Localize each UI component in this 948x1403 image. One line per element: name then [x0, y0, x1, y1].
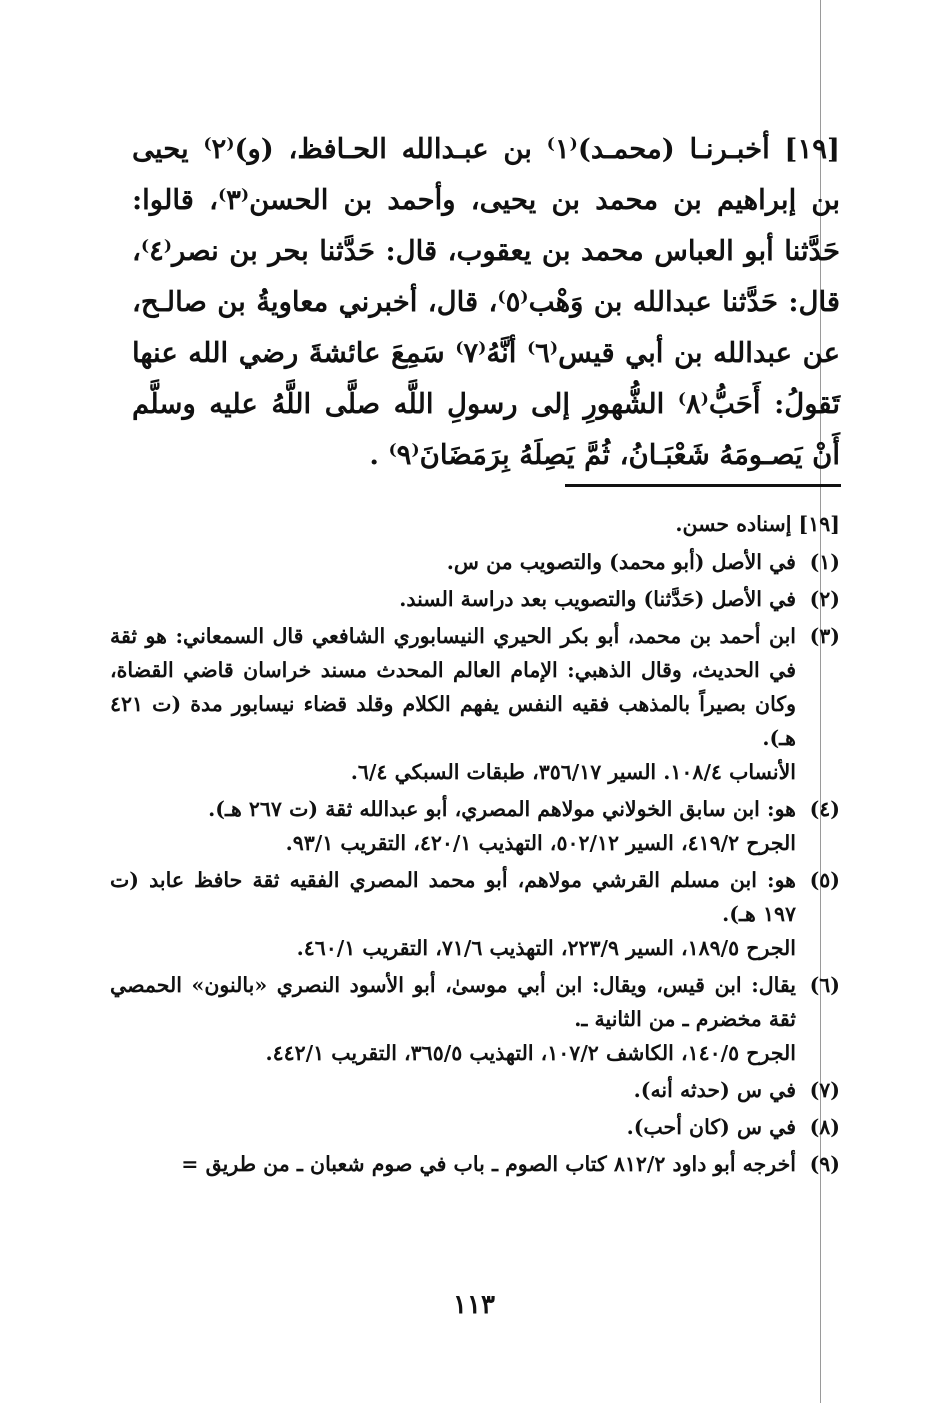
- footnote-number: (٤): [809, 797, 840, 821]
- footnote-number: (٢): [809, 587, 840, 611]
- footnote-line: في س (حدثه أنه).: [633, 1078, 796, 1102]
- footnote-number: (٣): [809, 624, 840, 648]
- footnote-body: [110, 792, 796, 860]
- footnote-9: [110, 1147, 840, 1181]
- footnote-number: (٨): [809, 1115, 840, 1139]
- footnote-line: في الأصل (حَدَّثنا) والتصويب بعد دراسة السند.: [399, 587, 796, 611]
- footnote-1: [110, 545, 840, 579]
- footnote-body: [110, 582, 796, 616]
- page-number: ١١٣: [453, 1290, 495, 1320]
- footnote-number: (٥): [809, 868, 840, 892]
- footnote-2: [110, 582, 840, 616]
- footnote-line: الجرح ١٨٩/٥، السير ٢٢٣/٩، التهذيب ٧١/٦، التقريب ٤٦٠/١.: [296, 936, 796, 960]
- footnote-6: [110, 968, 840, 1070]
- footnote-separator: [565, 484, 841, 487]
- footnote-line: الجرح ٤١٩/٢، السير ٥٠٢/١٢، التهذيب ٤٢٠/١، التقريب ٩٣/١.: [285, 831, 796, 855]
- footnote-body: [110, 968, 796, 1070]
- footnote-7: [110, 1073, 840, 1107]
- footnote-body: [110, 619, 796, 789]
- footnote-head: [١٩] إسناده حسن.: [675, 512, 840, 536]
- footnote-body: [110, 1147, 796, 1181]
- footnote-body: [110, 545, 796, 579]
- footnote-number: (٩): [809, 1152, 840, 1176]
- footnote-body: [110, 1110, 796, 1144]
- footnote-number: (٦): [809, 973, 840, 997]
- footnote-line: الأنساب ١٠٨/٤. السير ٣٥٦/١٧، طبقات السبكي ٦/٤.: [350, 760, 796, 784]
- footnote-8: [110, 1110, 840, 1144]
- footnote-line: أخرجه أبو داود ٨١٢/٢ كتاب الصوم ـ باب في صوم شعبان ـ من طريق =: [181, 1152, 796, 1176]
- footnote-line: يقال: ابن قيس، ويقال: ابن أبي موسىٰ، أبو الأسود النصري «بالنون» الحمصي ثقة مخضرم ـ من الثانية ـ.: [110, 973, 796, 1031]
- footnotes: [110, 507, 840, 1184]
- footnote-3: [110, 619, 840, 789]
- footnote-number: (١): [809, 550, 840, 574]
- footnote-5: [110, 863, 840, 965]
- footnote-line: هو: ابن مسلم القرشي مولاهم، أبو محمد المصري الفقيه ثقة حافظ عابد (ت ١٩٧ هـ).: [110, 868, 796, 926]
- footnote-4: [110, 792, 840, 860]
- footnote-line: في الأصل (أبو محمد) والتصويب من س.: [446, 550, 796, 574]
- footnote-line: هو: ابن سابق الخولاني مولاهم المصري، أبو عبدالله ثقة (ت ٢٦٧ هـ).: [208, 797, 796, 821]
- footnote-body: [110, 863, 796, 965]
- footnote-number: (٧): [809, 1078, 840, 1102]
- hadith-paragraph: [١٩] أخبـرنـا (محمـد)⁽١⁾ بن عبـدالله الحـافظ، (و)⁽٢⁾ يحيى بن إبراهيم بن محمد بن يحيى، وأحمد بن الحسن⁽٣⁾، قالوا: حَدَّثنا أبو العباس محمد بن يعقوب، قال: حَدَّثنا بحر بن نصر⁽٤⁾، قال: حَدَّثنا عبدالله بن وَهْب⁽٥⁾، قال، أخبرني معاويةُ بن صالـح، عن عبدالله بن أبي قيس⁽٦⁾ أنَّهُ⁽٧⁾ سَمِعَ عائشةَ رضي الله عنها تَقولُ: أَحَبُّ⁽٨⁾ الشُّهورِ إلى رسولِ اللَّه صلَّى اللَّهُ عليه وسلَّم أَنْ يَصـومَهُ شَعْبَـانُ، ثُمَّ يَصِلَهُ بِرَمَضَانَ⁽٩⁾ .: [132, 133, 841, 471]
- footnote-body: [110, 1073, 796, 1107]
- footnote-line: ابن أحمد بن محمد، أبو بكر الحيري النيسابوري الشافعي قال السمعاني: هو ثقة في الحديث، وقال الذهبي: الإمام العالم المحدث مسند خراسان قاضي القضاة، وكان بصيراً بالمذهب فقيه النفس يفهم الكلام وقلد قضاء نيسابور مدة (ت ٤٢١ هـ).: [110, 624, 796, 750]
- footnote-line: في س (كان أحب).: [626, 1115, 796, 1139]
- main-hadith-text: [132, 124, 840, 481]
- footnote-line: الجرح ١٤٠/٥، الكاشف ١٠٧/٢، التهذيب ٣٦٥/٥، التقريب ٤٤٢/١.: [265, 1041, 796, 1065]
